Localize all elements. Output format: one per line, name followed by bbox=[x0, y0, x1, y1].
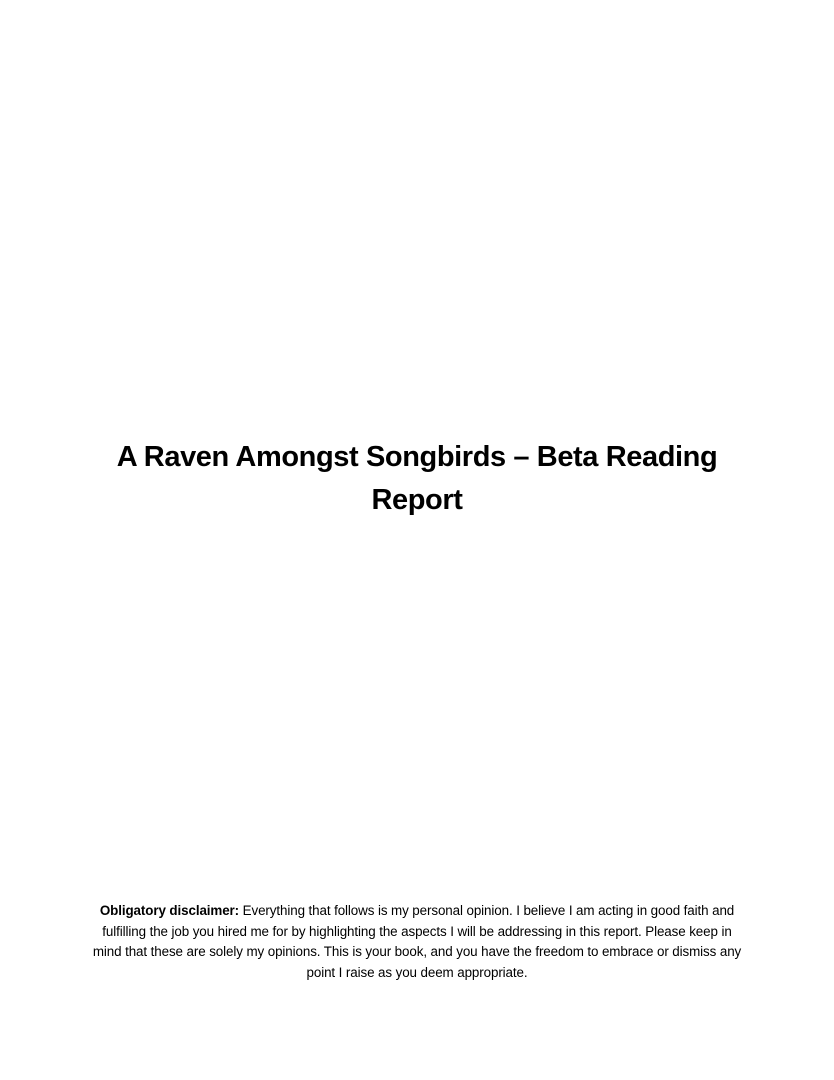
disclaimer-paragraph bbox=[90, 901, 744, 983]
document-title: A Raven Amongst Songbirds – Beta Reading Report bbox=[116, 441, 718, 516]
disclaimer-label: Obligatory disclaimer: bbox=[99, 903, 240, 918]
disclaimer-text: Everything that follows is my personal opinion. I believe I am acting in good faith and fulfilling the job you hired me for by highlighting the aspects I will be addressing in this report. Please keep in mind that these are solely my opinions. This is your book, and you have the freedom to embrace or dismiss any point I raise as you deem appropriate. bbox=[92, 903, 742, 980]
